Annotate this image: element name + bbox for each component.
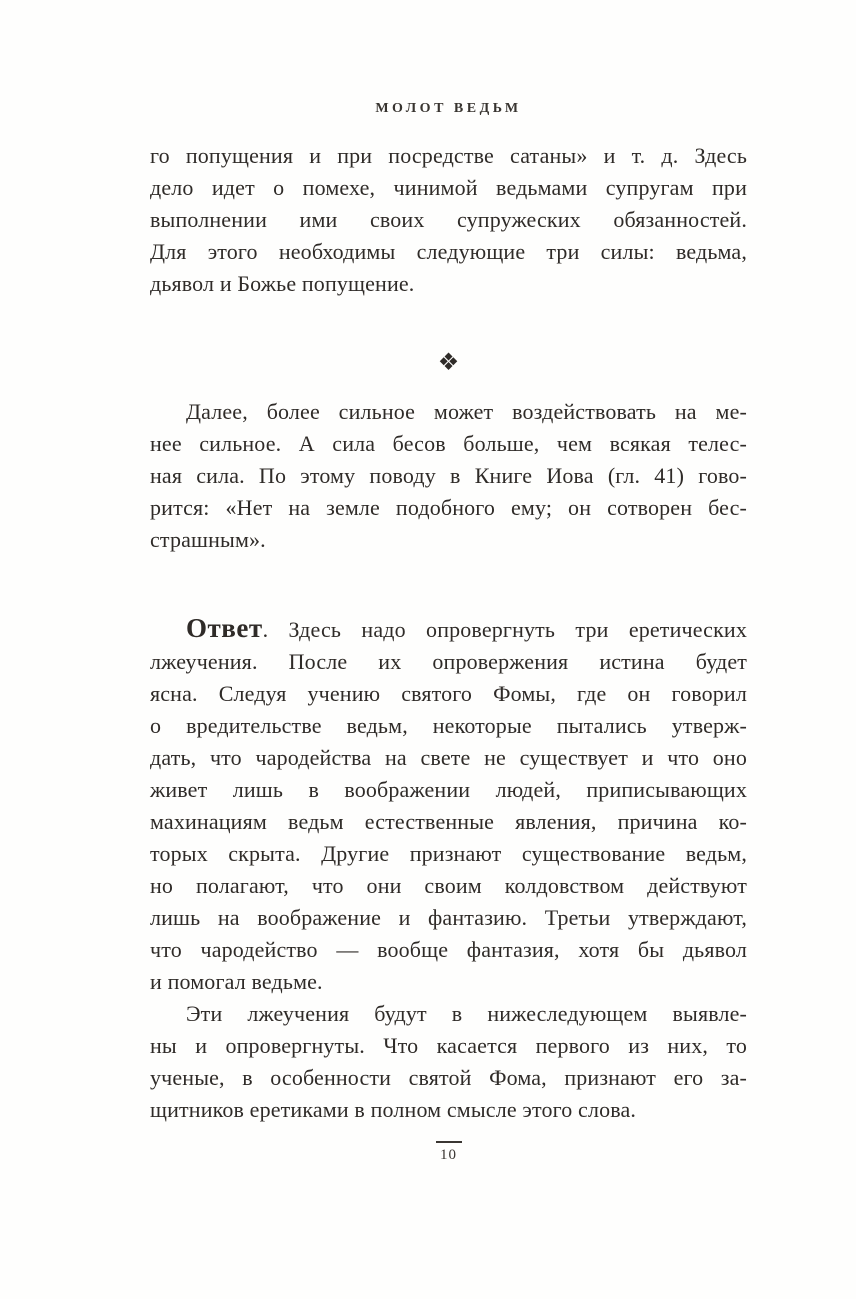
text-line: рится: «Нет на земле подобного ему; он сотворен бес-: [150, 495, 747, 520]
text-line: махинациям ведьм естественные явления, причина ко-: [150, 809, 747, 834]
text-line: живет лишь в воображении людей, приписывающих: [150, 777, 747, 802]
text-line: лжеучения. После их опровержения истина будет: [150, 649, 747, 674]
text-line: дать, что чародейства на свете не существует и что оно: [150, 745, 747, 770]
text-line: что чародейство — вообще фантазия, хотя бы дьявол: [150, 937, 747, 962]
text-line: ны и опровергнуты. Что касается первого из них, то: [150, 1033, 747, 1058]
text-line: нее сильное. А сила бесов больше, чем всякая телес-: [150, 431, 747, 456]
answer-lead-rest: . Здесь надо опровергнуть три еретических: [262, 617, 747, 642]
text-line: но полагают, что они своим колдовством действуют: [150, 873, 747, 898]
text-line: дело идет о помехе, чинимой ведьмами супругам при: [150, 175, 747, 200]
fleuron-ornament-icon: ❖: [437, 350, 460, 376]
text-line: ученые, в особенности святой Фома, признают его за-: [150, 1065, 747, 1090]
text-line: Для этого необходимы следующие три силы: ведьма,: [150, 239, 747, 264]
text-line: лишь на воображение и фантазию. Третьи утверждают,: [150, 905, 747, 930]
text-line: Далее, более сильное может воздействовать на ме-: [186, 399, 747, 424]
answer-lead-word: Ответ: [186, 613, 263, 643]
text-line: щитников еретиками в полном смысле этого слова.: [150, 1097, 637, 1122]
text-line: ная сила. По этому поводу в Книге Иова (гл. 41) гово-: [150, 463, 747, 488]
text-line: ясна. Следуя учению святого Фомы, где он говорил: [150, 681, 747, 706]
page-number: 10: [440, 1147, 457, 1163]
paragraph: [150, 396, 747, 556]
text-line: выполнении ими своих супружеских обязанностей.: [150, 207, 747, 232]
text-line: о вредительстве ведьм, некоторые пытались утверж-: [150, 713, 747, 738]
footer-rule: [436, 1141, 462, 1143]
text-line: страшным».: [150, 527, 266, 552]
page-footer: [150, 1141, 747, 1164]
text-line: торых скрыта. Другие признают существование ведьм,: [150, 841, 747, 866]
text-line: и помогал ведьме.: [150, 969, 323, 994]
text-line: [150, 612, 747, 646]
text-line: Эти лжеучения будут в нижеследующем выявле-: [186, 1001, 747, 1026]
running-head: МОЛОТ ВЕДЬМ: [375, 101, 522, 116]
paragraph-continuation: [150, 140, 747, 300]
answer-section: [150, 612, 747, 1126]
text-line: го попущения и при посредстве сатаны» и т. д. Здесь: [150, 143, 747, 168]
text-line: дьявол и Божье попущение.: [150, 271, 415, 296]
